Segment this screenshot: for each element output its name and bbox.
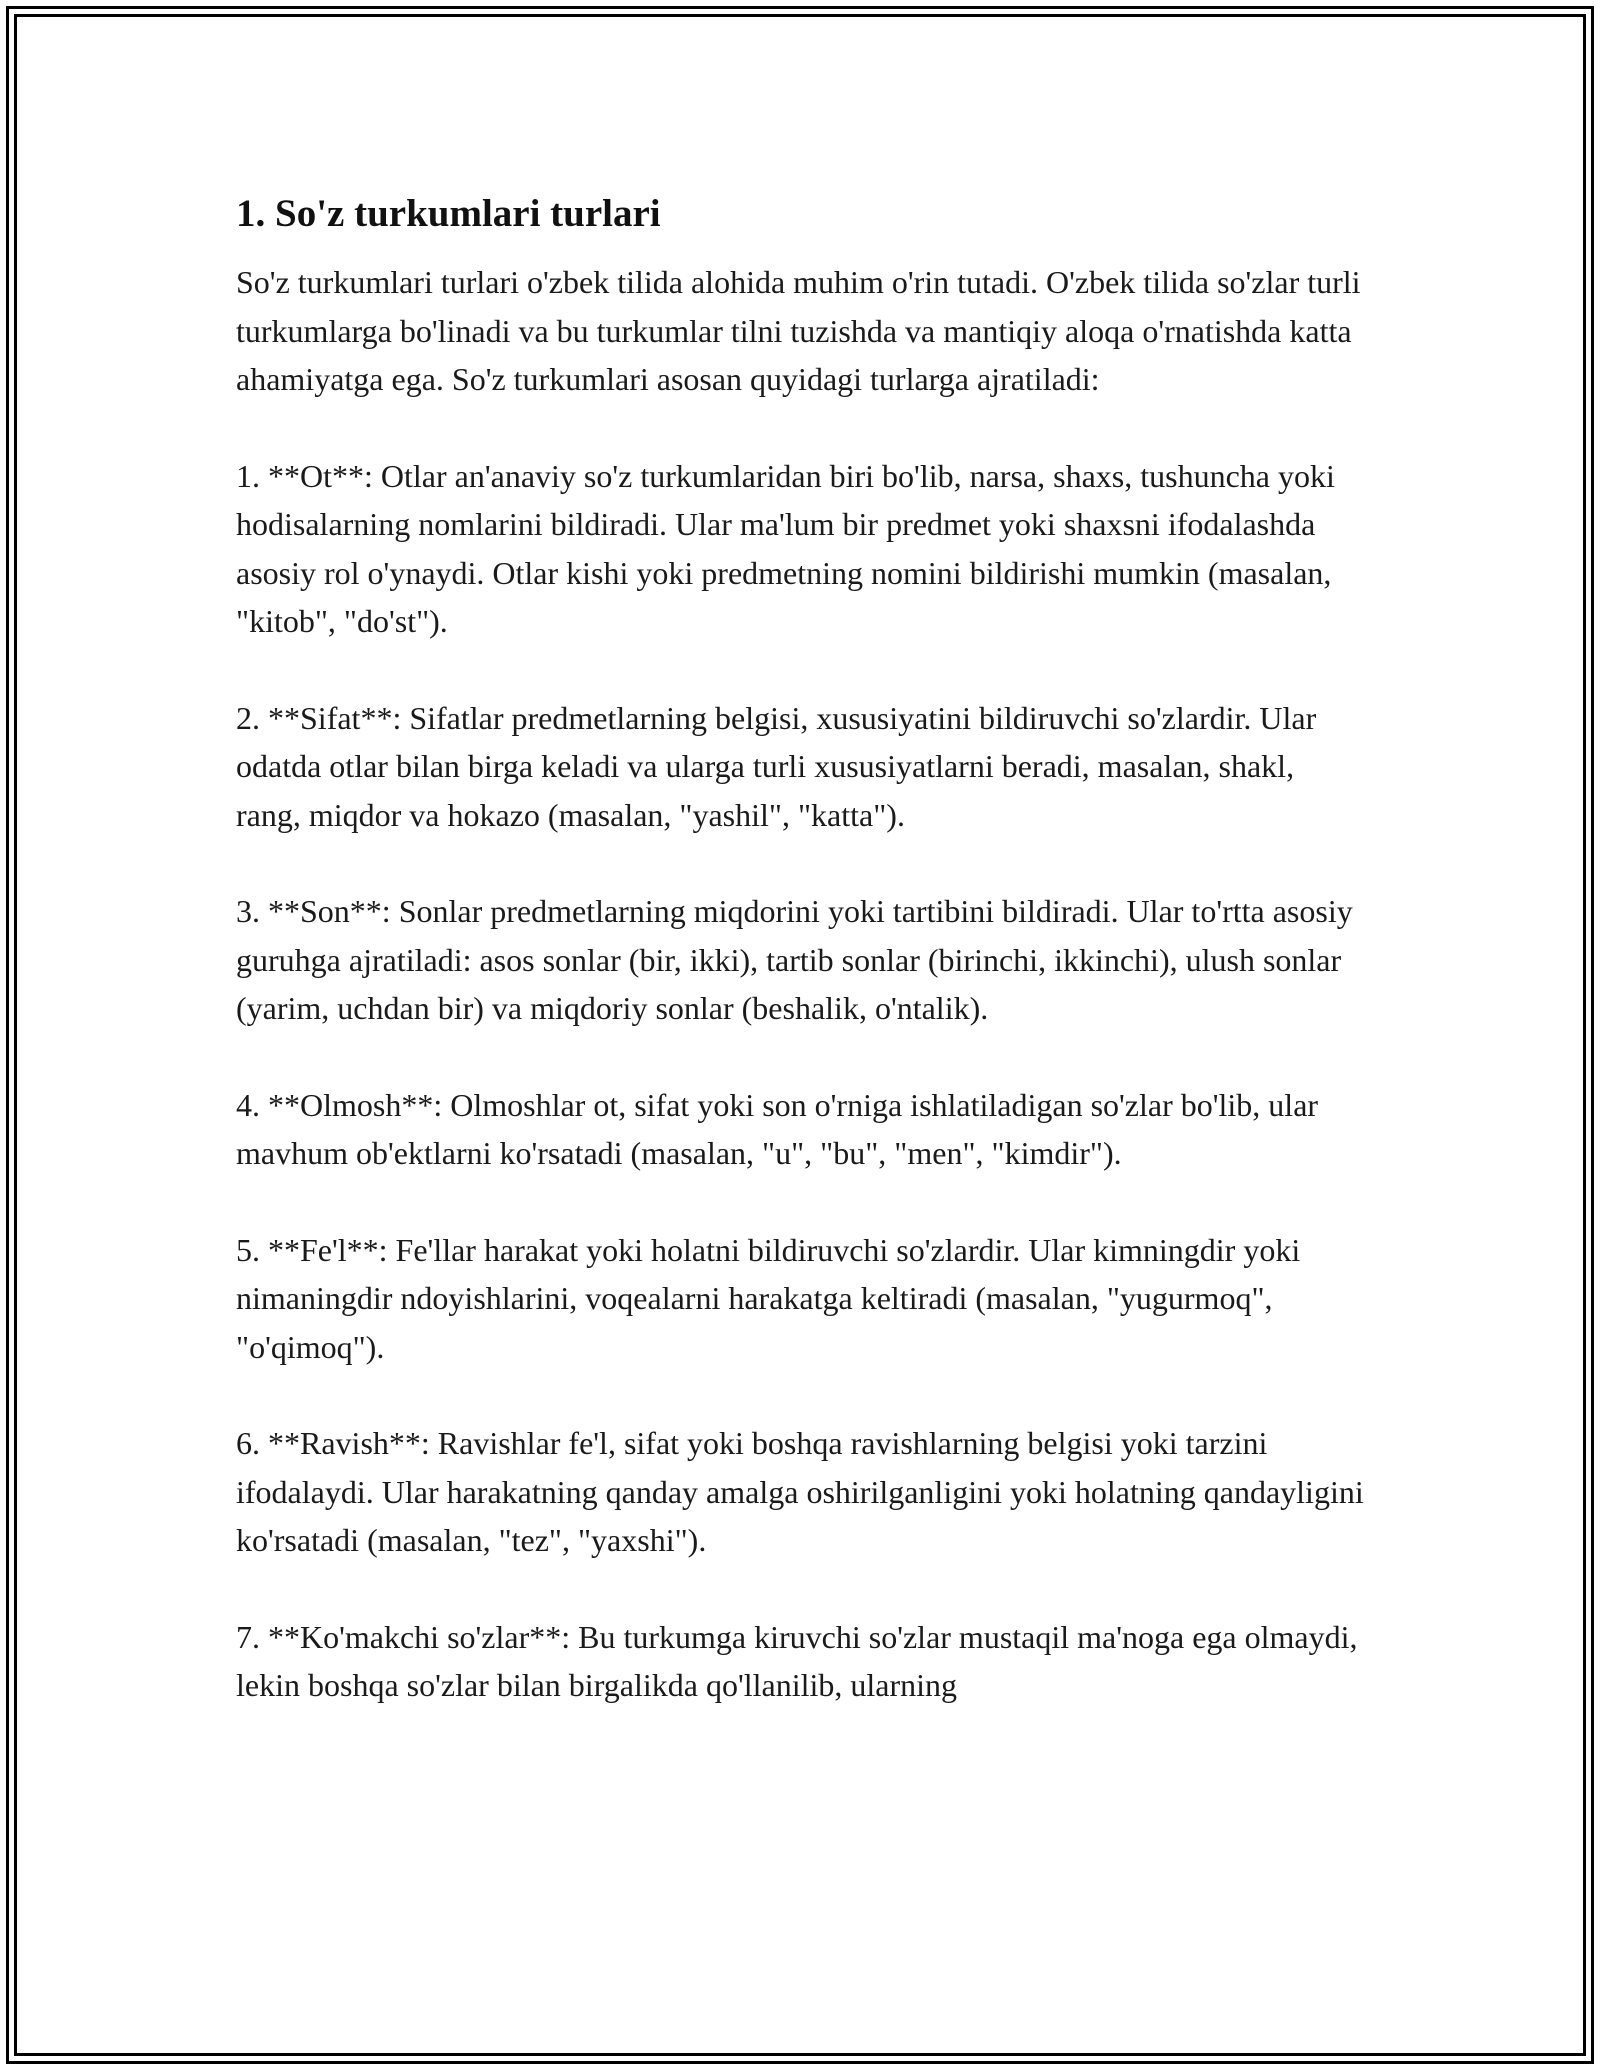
list-item-ot: 1. **Ot**: Otlar an'anaviy so'z turkumlaridan biri bo'lib, narsa, shaxs, tushuncha yoki hodisalarning nomlarini bildiradi. Ular ma'lum bir predmet yoki shaxsni ifodalashda asosiy rol o'ynaydi. Otlar kishi yoki predmetning nomini bildirishi mumkin (masalan, "kitob", "do'st"). <box>236 457 1335 639</box>
list-item-komakchi: 7. **Ko'makchi so'zlar**: Bu turkumga kiruvchi so'zlar mustaqil ma'noga ega olmaydi, lekin boshqa so'zlar bilan birgalikda qo'llanilib, ularning <box>236 1618 1358 1703</box>
list-item-olmosh: 4. **Olmosh**: Olmoshlar ot, sifat yoki son o'rniga ishlatiladigan so'zlar bo'lib, ular mavhum ob'ektlarni ko'rsatadi (masalan, "u", "bu", "men", "kimdir"). <box>236 1086 1319 1171</box>
section-heading: 1. So'z turkumlari turlari <box>236 192 661 235</box>
list-item-fel: 5. **Fe'l**: Fe'llar harakat yoki holatni bildiruvchi so'zlardir. Ular kimningdir yoki nimaningdir ndoyishlarini, voqealarni harakatga keltiradi (masalan, "yugurmoq", "o'qimoq"). <box>236 1231 1301 1365</box>
document-body <box>236 188 1366 1710</box>
list-item-sifat: 2. **Sifat**: Sifatlar predmetlarning belgisi, xususiyatini bildiruvchi so'zlardir. Ular odatda otlar bilan birga keladi va ularga turli xususiyatlarni beradi, masalan, shakl, rang, miqdor va hokazo (masalan, "yashil", "katta"). <box>236 699 1317 833</box>
intro-paragraph: So'z turkumlari turlari o'zbek tilida alohida muhim o'rin tutadi. O'zbek tilida so'zlar turli turkumlarga bo'linadi va bu turkumlar tilni tuzishda va mantiqiy aloqa o'rnatishda katta ahamiyatga ega. So'z turkumlari asosan quyidagi turlarga ajratiladi: <box>236 264 1361 397</box>
list-item-son: 3. **Son**: Sonlar predmetlarning miqdorini yoki tartibini bildiradi. Ular to'rtta asosiy guruhga ajratiladi: asos sonlar (bir, ikki), tartib sonlar (birinchi, ikkinchi), ulush sonlar (yarim, uchdan bir) va miqdoriy sonlar (beshalik, o'ntalik). <box>236 893 1353 1026</box>
list-item-ravish: 6. **Ravish**: Ravishlar fe'l, sifat yoki boshqa ravishlarning belgisi yoki tarzini ifodalaydi. Ular harakatning qanday amalga oshirilganligini yoki holatning qandayligini ko'rsatadi (masalan, "tez", "yaxshi"). <box>236 1425 1364 1558</box>
